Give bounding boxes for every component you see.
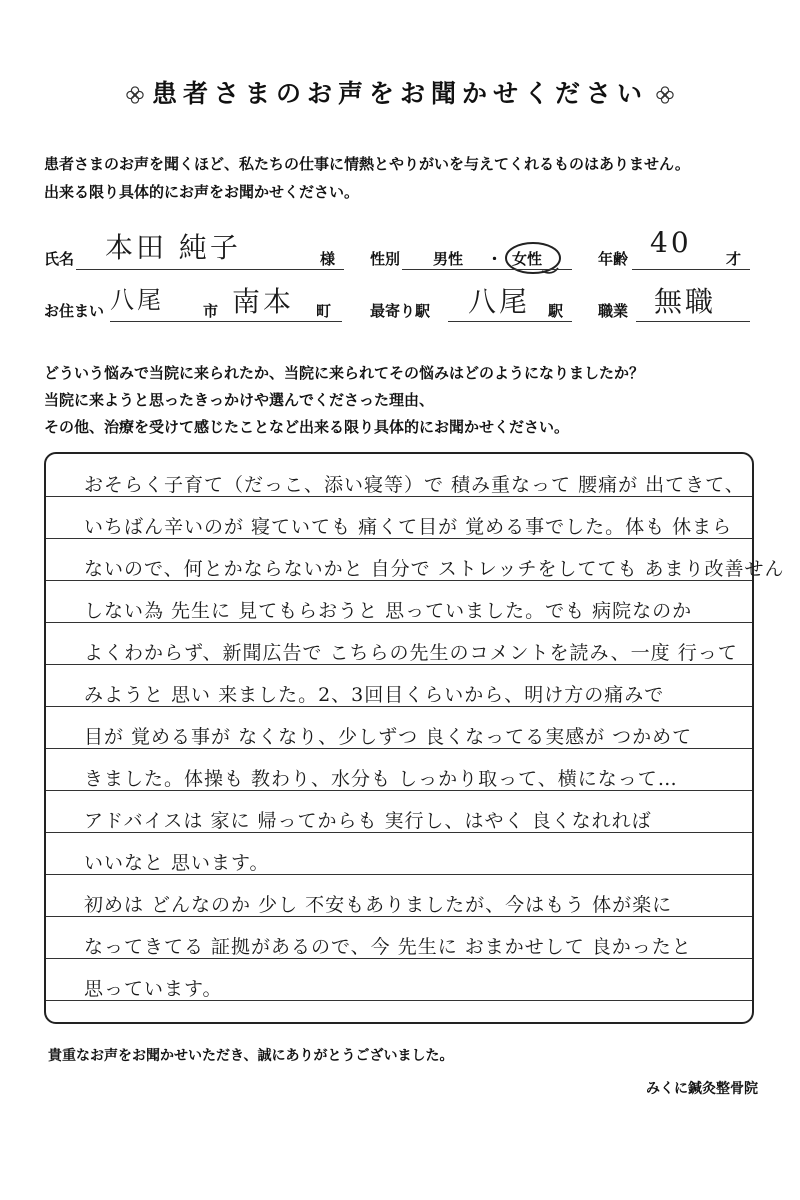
comment-line: なってきてる 証拠があるので、今 先生に おまかせして 良かったと bbox=[84, 936, 692, 958]
address-label: お住まい bbox=[44, 302, 105, 320]
comment-line: アドバイスは 家に 帰ってからも 実行し、はやく 良くなれれば bbox=[84, 810, 652, 832]
clinic-name: みくに鍼灸整骨院 bbox=[646, 1081, 758, 1097]
comment-line: よくわからず、新聞広告で こちらの先生のコメントを読み、一度 行って bbox=[84, 642, 738, 664]
job-underline bbox=[636, 321, 750, 322]
gender-option-male[interactable]: 男性 bbox=[433, 250, 464, 268]
comment-box[interactable] bbox=[44, 452, 785, 1024]
question-prompt bbox=[44, 360, 644, 441]
comment-line: 目が 覚める事が なくなり、少しずつ 良くなってる実感が つかめて bbox=[84, 726, 693, 748]
station-suffix: 駅 bbox=[548, 302, 564, 320]
page-title bbox=[0, 74, 800, 110]
comment-line: いいなと 思います。 bbox=[84, 852, 270, 874]
job-label: 職業 bbox=[598, 302, 629, 320]
age-underline bbox=[632, 269, 750, 270]
name-value[interactable]: 本田 純子 bbox=[105, 231, 241, 264]
flower-icon bbox=[126, 86, 144, 104]
comment-line: きました。体操も 教わり、水分も しっかり取って、横になって… bbox=[84, 768, 678, 790]
gender-circle-mark bbox=[502, 238, 564, 278]
prompt-line: その他、治療を受けて感じたことなど出来る限り具体的にお聞かせください。 bbox=[44, 418, 570, 436]
honorific-label: 様 bbox=[320, 250, 336, 268]
gender-option-female[interactable]: 女性 bbox=[512, 250, 543, 268]
comment-line: 思っています。 bbox=[84, 978, 223, 1000]
intro-line: 患者さまのお声を聞くほど、私たちの仕事に情熱とやりがいを与えてくれるものはありません。 bbox=[44, 155, 690, 173]
page-title-text: 患者さまのお声をお聞かせください bbox=[151, 79, 648, 108]
town-suffix: 町 bbox=[316, 302, 332, 320]
name-label: 氏名 bbox=[44, 250, 75, 268]
flower-icon bbox=[656, 86, 674, 104]
town-value[interactable]: 南本 bbox=[232, 285, 295, 318]
address-value[interactable]: 八尾 bbox=[110, 286, 164, 314]
age-label: 年齢 bbox=[598, 250, 629, 268]
comment-line: 初めは どんなのか 少し 不安もありましたが、今はもう 体が楽に bbox=[84, 894, 673, 916]
comment-line: おそらく子育て（だっこ、添い寝等）で 積み重なって 腰痛が 出てきて、 bbox=[84, 474, 745, 496]
station-value[interactable]: 八尾 bbox=[468, 285, 531, 318]
prompt-line: 当院に来ようと思ったきっかけや選んでくださった理由、 bbox=[44, 391, 435, 409]
station-label: 最寄り駅 bbox=[370, 302, 431, 320]
station-underline bbox=[448, 321, 572, 322]
city-suffix: 市 bbox=[203, 302, 219, 320]
age-unit-label: 才 bbox=[726, 250, 742, 268]
gender-underline bbox=[402, 269, 572, 270]
comment-line: ないので、何とかならないかと 自分で ストレッチをしてても あまり改善せん bbox=[84, 558, 785, 580]
intro-text bbox=[44, 150, 690, 206]
job-value[interactable]: 無職 bbox=[654, 285, 717, 318]
comment-line: しない為 先生に 見てもらおうと 思っていました。でも 病院なのか bbox=[84, 600, 693, 622]
comment-line: みようと 思い 来ました。2、3回目くらいから、明け方の痛みで bbox=[84, 684, 665, 706]
gender-label: 性別 bbox=[370, 250, 401, 268]
name-underline bbox=[76, 269, 344, 270]
gender-separator: ・ bbox=[487, 250, 503, 268]
thanks-message: 貴重なお声をお聞かせいただき、誠にありがとうございました。 bbox=[48, 1048, 454, 1064]
comment-line: いちばん辛いのが 寝ていても 痛くて目が 覚める事でした。体も 休まら bbox=[84, 516, 733, 538]
address-underline bbox=[110, 321, 342, 322]
prompt-line: どういう悩みで当院に来られたか、当院に来られてその悩みはどのようになりましたか？ bbox=[44, 364, 645, 382]
age-value[interactable]: 40 bbox=[650, 226, 692, 259]
intro-line: 出来る限り具体的にお声をお聞かせください。 bbox=[44, 183, 360, 201]
